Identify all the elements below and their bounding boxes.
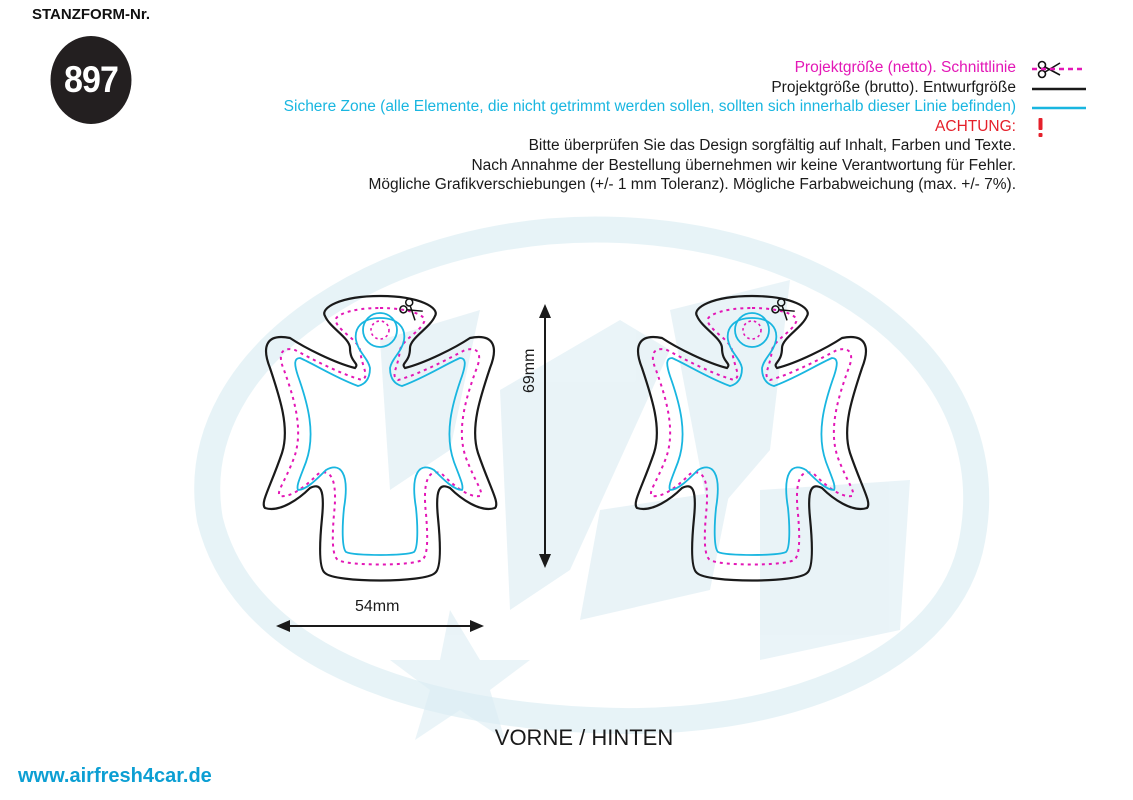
legend-safe-zone-text: Sichere Zone (alle Elemente, die nicht getrimmt werden sollen, sollten sich innerhalb dieser Linie befinden): [283, 98, 1016, 115]
legend-note: Nach Annahme der Bestellung übernehmen wir keine Verantwortung für Fehler.: [471, 156, 1016, 174]
hanger-hole-cut: [743, 321, 761, 339]
back-shape: [636, 296, 869, 581]
form-number-badge: 897: [51, 36, 132, 124]
height-dimension-arrow: [539, 304, 551, 568]
sides-label: VORNE / HINTEN: [494, 725, 674, 750]
legend-note: Mögliche Grafikverschiebungen (+/- 1 mm Toleranz). Mögliche Farbabweichung (max. +/- 7%).: [368, 176, 1016, 193]
legend-attention-text: ACHTUNG:: [935, 117, 1016, 135]
legend-bleed-line-text: Projektgröße (brutto). Entwurfgröße: [771, 78, 1016, 96]
width-dimension-arrow: [276, 620, 484, 632]
height-dimension-label: 69mm: [521, 348, 538, 393]
legend-cut-line-text: Projektgröße (netto). Schnittlinie: [794, 59, 1016, 76]
front-shape: [264, 296, 497, 581]
legend-note: Bitte überprüfen Sie das Design sorgfältig auf Inhalt, Farben und Texte.: [528, 137, 1016, 154]
width-dimension-label: 54mm: [355, 598, 400, 615]
hanger-hole-cut: [371, 321, 389, 339]
website-link[interactable]: www.airfresh4car.de: [18, 765, 212, 787]
form-label: STANZFORM-Nr.: [32, 6, 151, 23]
